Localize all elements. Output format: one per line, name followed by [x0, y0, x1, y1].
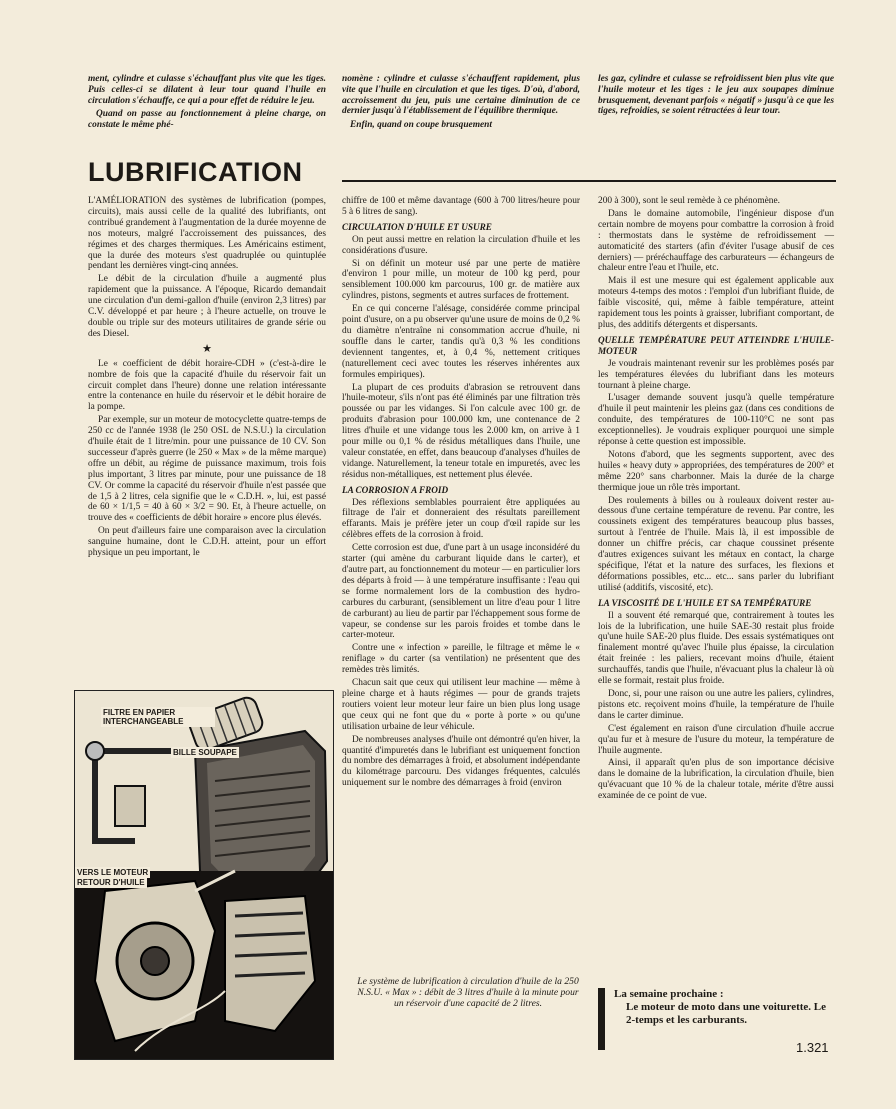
- col1-p2: Le débit de la circulation d'huile a augmenté plus rapidement que la puissance. A l'époque, Ricardo demandait une circulation d'un demi-gallon d'huile (environ 2,3 litres) par C.V. développé et par heure ; à l'heure actuelle, on trouve le double ou triple sur des moteurs utilitaires de grande série ou des Diesel.: [88, 274, 326, 339]
- next-week-bar: [598, 988, 605, 1050]
- figure-label-filter: FILTRE EN PAPIER INTERCHANGEABLE: [101, 707, 215, 727]
- subheading-usure: CIRCULATION D'HUILE ET USURE: [342, 221, 492, 232]
- col2-p5: La plupart de ces produits d'abrasion se retrouvent dans l'huile-moteur, s'ils n'ont pas été éliminés par une filtration très poussée ou par les vidanges. Si l'on calcule avec 100 gr. de produits d'abrasion pour 100.000 km, une contenance de 2 litres d'huile et une vidange tous les 2.000 km, on arrive à 1 pour mille ou 0,1 % de résidus métalliques dans l'huile, une valeur constatée, en effet, dans beaucoup d'analyses d'huiles de vidange. Naturellement, la teneur totale en impuretés, avec les résidus non-métalliques, est nettement plus élevée.: [342, 382, 580, 480]
- figure-label-to-engine: VERS LE MOTEUR: [77, 868, 149, 877]
- col3-p3: Mais il est une mesure qui est également applicable aux moteurs 4-temps des motos : l'emploi d'un lubrifiant fluide, de faible viscosité, qui, même à faible température, atteint rapidement tous les points à graisser, lubrifiant comportant, de plus, des additifs détergents et dispersants.: [598, 276, 834, 330]
- col1-p4: Par exemple, sur un moteur de motocyclette quatre-temps de 250 cc de l'année 1938 (le 250 OSL de N.S.U.) la circulation d'huile était de 1 litre/min. pour une puissance de 10 CV. Son successeur d'après guerre (le 250 « Max » de la même marque) offre un débit, au régime de puissance maximum, trois fois plus important, 3 litres par minute, pour une puissance de 18 CV. Or comme la capacité du réservoir d'huile n'est passée que de 1,5 à 2 litres, cela signifie que le « C.D.H. », lui, est passé de 60 × 1/1,5 = 40 à 60 × 3/2 = 90. Et, à l'heure actuelle, on trouve des « coefficients de débit horaire » encore plus élevés.: [88, 415, 326, 524]
- figure-label-valve: BILLE SOUPAPE: [173, 748, 237, 757]
- top-column-3: [598, 74, 834, 120]
- column-3: [598, 196, 834, 804]
- top-col1-p2: Quand on passe au fonctionnement à pleine charge, on constate le même phé-: [88, 109, 326, 131]
- col3-p1: 200 à 300), sont le seul remède à ce phénomène.: [598, 196, 780, 206]
- top-column-2: [342, 74, 580, 134]
- col3-p11: Ainsi, il apparaît qu'en plus de son importance décisive dans le domaine de la lubrification, la circulation d'huile, bien qu'évacuant que 10 % de la chaleur totale, mérite d'être aussi examinée de ce point de vue.: [598, 758, 834, 802]
- col2-p3: Si on définit un moteur usé par une perte de matière d'environ 1 pour mille, un moteur de 100 kg perd, pour sensiblement 100.000 km parcourus, 100 gr. de matière aux cylindres, pistons, segments et autres surfaces de frottement.: [342, 258, 580, 302]
- col2-p10: De nombreuses analyses d'huile ont démontré qu'en hiver, la quantité d'impuretés dans le lubrifiant est uniquement fonction du nombre des démarrages à froid, et absolument indépendante du kilométrage parcouru. Des vidanges fréquentes, calculés uniquement sur le nombre des démarrages à froid (environ: [342, 734, 580, 789]
- col1-p3: Le « coefficient de débit horaire-CDH » (c'est-à-dire le nombre de fois que la capacité d'huile du réservoir fait un circuit complet dans l'heure) donne une relation intéressante entre la contenance en huile du réservoir et le débit horaire de la pompe.: [88, 358, 326, 413]
- column-2: [342, 196, 580, 791]
- top-col3-p1: les gaz, cylindre et culasse se refroidissent bien plus vite que l'huile moteur et les tiges : le jeu aux soupapes diminue brusquement, devenant parfois « négatif » jusqu'à ce que les tiges, refroidies, se soient rétractées à leur tour.: [598, 74, 834, 117]
- figure-label-oil-return: RETOUR D'HUILE: [77, 878, 145, 887]
- col2-p8: Contre une « infection » pareille, le filtrage et même le « reniflage » du carter (sa ventilation) ne présentent que des remèdes très limités.: [342, 643, 580, 676]
- next-week-text: Le moteur de moto dans une voiturette. Le 2-temps et les carburants.: [626, 1001, 827, 1026]
- next-week-box: [614, 988, 834, 1027]
- page-number: 1.321: [796, 1040, 829, 1055]
- subheading-viscosite: LA VISCOSITÉ DE L'HUILE ET SA TEMPÉRATURE: [598, 597, 812, 608]
- col2-p2: On peut aussi mettre en relation la circulation d'huile et les considérations d'usure.: [342, 234, 580, 256]
- col3-p5: L'usager demande souvent jusqu'à quelle température d'huile il peut maintenir les pleins gaz (dans ces conditions de conduite, des températures de 100-110°C ne sont pas exceptionnelles). Je voudrais expliquer pourquoi une simple réponse à cette question est impossible.: [598, 393, 834, 448]
- top-col1-p1: ment, cylindre et culasse s'échauffant plus vite que les tiges. Puis celles-ci se dilatent à leur tour quand l'huile en circulation s'échauffe, ce qui a pour effet de réduire le jeu.: [88, 74, 326, 106]
- subheading-corrosion: LA CORROSION A FROID: [342, 484, 449, 495]
- col3-p2: Dans le domaine automobile, l'ingénieur dispose d'un certain nombre de moyens pour combattre la corrosion à froid : thermostats dans le système de refroidissement — automaticité des starters (afin d'éviter l'usage abusif de ces derniers) — préréchauffage des carburateurs — échangeurs de chaleur entre l'eau et l'huile, etc.: [598, 208, 834, 274]
- col2-p6: Des réflexions semblables pourraient être appliquées au filtrage de l'air et donneraient des résultats pareillement effarants. Mais je préfère jeter un coup d'œil rapide sur les célèbres effets de la corrosion à froid.: [342, 497, 580, 541]
- col3-p7: Des roulements à billes ou à rouleaux doivent rester au-dessous d'une certaine température de revenu. Par contre, les coussinets exigent des températures beaucoup plus basses, surtout à l'entrée de l'huile. Mais là, il est impossible de donner un chiffre précis, car chaque coussinet présente d'autres exigences suivant les métaux en contact, la charge spécifique, l'état et la nature des surfaces, les flexions et déformations possibles, etc... etc... sans parler du lubrifiant utilisé (additifs, viscosité, etc).: [598, 495, 834, 593]
- col3-p6: Notons d'abord, que les segments supportent, avec des huiles « heavy duty » appropriées, des températures de 200° et même 220° sans charbonner. Mais la durée de la charge thermique joue un rôle très important.: [598, 449, 834, 493]
- col1-p1: L'AMÉLIORATION des systèmes de lubrification (pompes, circuits), mais aussi celle de la qualité des lubrifiants, ont contribué grandement à l'augmentation de la durée moyenne de nos moteurs, malgré l'accroissement des puissances, des régimes et des charges thermiques. Les Américains estiment, que la durée des moteurs s'est quadruplée ou quintuplée pendant les dernières vingt-cinq années.: [88, 196, 326, 272]
- col3-p10: C'est également en raison d'une circulation d'huile accrue qu'au fur et à mesure de l'usure du moteur, la température de l'huile augmente.: [598, 723, 834, 756]
- article-title: LUBRIFICATION: [88, 157, 303, 187]
- col1-p5: On peut d'ailleurs faire une comparaison avec la circulation sanguine humaine, dont le C.D.H. atteint, pour un effort physique un peu important, le: [88, 526, 326, 559]
- col3-p4: Je voudrais maintenant revenir sur les problèmes posés par les températures élevées du lubrifiant dans les moteurs tournant à pleine charge.: [598, 358, 834, 391]
- top-column-1: [88, 74, 326, 134]
- col3-p8: Il a souvent été remarqué que, contrairement à toutes les lois de la lubrification, une huile SAE-30 restait plus froide qu'une huile SAE-20 plus fluide. Des essais systématiques ont finalement montré qu'avec l'huile plus épaisse, la circulation était freinée : les paliers, recevant moins d'huile, étaient surchauffés, tandis que l'huile, n'évacuant plus la chaleur là où elle se formait, restait plus froide.: [598, 610, 834, 687]
- next-week-heading: La semaine prochaine :: [614, 988, 724, 1000]
- col2-p7: Cette corrosion est due, d'une part à un usage inconsidéré du starter (qui amène du carburant liquide dans le carter), et d'autre part, au fonctionnement du moteur — en particulier lors des départs à froid — à une température insuffisante : l'eau qui se forme normalement lors de la combustion des hydro-carbures du carburant, (sensiblement un litre d'eau pour 1 litre de carburant) au lieu de partir par l'échappement sous forme de vapeur, se condense sur les parois froides et tombe dans le carter-moteur.: [342, 543, 580, 641]
- subheading-temperature: QUELLE TEMPÉRATURE PEUT ATTEINDRE L'HUILE-MOTEUR: [598, 334, 834, 356]
- star-separator: ★: [202, 342, 212, 355]
- title-rule: [342, 180, 836, 182]
- col3-p9: Donc, si, pour une raison ou une autre les paliers, cylindres, pistons etc. reçoivent moins d'huile, la température de l'huile dans le carter diminue.: [598, 688, 834, 721]
- top-col2-p2: Enfin, quand on coupe brusquement: [350, 120, 492, 131]
- column-1: [88, 196, 326, 561]
- col2-p1: chiffre de 100 et même davantage (600 à 700 litres/heure pour 5 à 6 litres de sang).: [342, 196, 580, 217]
- lubrication-figure: [74, 690, 334, 1060]
- top-col2-p1: nomène : cylindre et culasse s'échauffent rapidement, plus vite que l'huile en circulation et que les tiges. D'où, d'abord, accroissement du jeu, puis une certaine diminution de ce dernier jusqu'à l'établissement de l'équilibre thermique.: [342, 74, 580, 117]
- col2-p4: En ce qui concerne l'alésage, considérée comme principal point d'usure, on a pu observer qu'une usure de moins de 0,2 % du diamètre n'entraîne ni consommation accrue d'huile, ni souffle dans le carter, tandis qu'à 0,3 % les conditions deviennent tangentes, et, à 0,4 %, nettement critiques (naturellement ceci avec toutes les réserves inhérentes aux formules empiriques).: [342, 304, 580, 380]
- col2-p9: Chacun sait que ceux qui utilisent leur machine — même à pleine charge et à hauts régimes — pour de grands trajets routiers voient leur moteur leur faire un bien plus long usage que ceux qui ne font que du « porte à porte » ou qu'une utilisation urbaine de leur véhicule.: [342, 678, 580, 732]
- figure-caption: Le système de lubrification à circulation d'huile de la 250 N.S.U. « Max » : débit de 3 litres d'huile à la minute pour un réservoir d'une capacité de 2 litres.: [357, 976, 579, 1009]
